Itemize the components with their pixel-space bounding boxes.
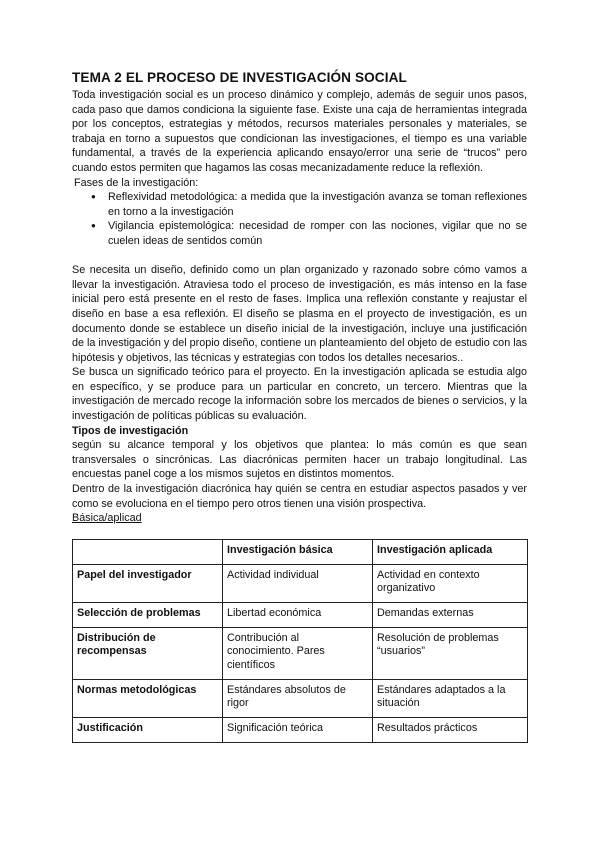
row-label-cell: Selección de problemas — [73, 602, 223, 627]
table-row — [73, 602, 528, 627]
table-cell: Actividad en contexto organizativo — [373, 564, 528, 602]
table-row — [73, 679, 528, 717]
row-label-cell: Distribución de recompensas — [73, 627, 223, 679]
table-cell: Contribución al conocimiento. Pares científicos — [223, 627, 373, 679]
spacer — [72, 249, 527, 264]
fases-list — [72, 190, 527, 248]
table-row — [73, 627, 528, 679]
list-item: ● Vigilancia epistemológica: necesidad de romper con las nociones, vigilar que no se cuelen ideas de sentidos común — [108, 219, 527, 248]
diacronica-paragraph: Dentro de la investigación diacrónica hay quién se centra en estudiar aspectos pasados y ver como se evoluciona en el tiempo pero otros tienen una visión prospectiva. — [72, 483, 527, 510]
table-header-cell: Investigación básica — [223, 539, 373, 564]
row-label-cell: Normas metodológicas — [73, 679, 223, 717]
table-cell: Resolución de problemas “usuarios” — [373, 627, 528, 679]
table-cell: Libertad económica — [223, 602, 373, 627]
table-cell: Demandas externas — [373, 602, 528, 627]
basica-aplicada-label: Básica/aplicad — [72, 512, 142, 525]
table-row — [73, 717, 528, 742]
intro-paragraph: Toda investigación social es un proceso dinámico y complejo, además de seguir unos pasos, cada paso que damos condiciona la siguiente fase. Existe una caja de herramientas integrada por los conceptos, estrategias y métodos, recursos materiales personales y materiales, se trabaja en torno a supuestos que condicionan las investigaciones, el tiempo es una variable fundamental, a través de la experiencia aplicando ensayo/error una serie de “trucos” pero cuando estos permiten que hagamos las cosas mecanizadamente reduce la reflexión. — [72, 89, 527, 174]
row-label-cell: Justificación — [73, 717, 223, 742]
list-item: ● Reflexividad metodológica: a medida que la investigación avanza se toman reflexiones en torno a la investigación — [108, 190, 527, 219]
table-cell: Estándares absolutos de rigor — [223, 679, 373, 717]
table-cell: Estándares adaptados a la situación — [373, 679, 528, 717]
meaning-paragraph: Se busca un significado teórico para el proyecto. En la investigación aplicada se estudia algo en específico, y se produce para un particular en concreto, un tercero. Mientras que la investigación de mercado recoge la información sobre los mercados de bienes o servicios, y la investigación de políticas públicas su evaluación. — [72, 366, 527, 423]
table-header-cell — [73, 539, 223, 564]
table-cell: Resultados prácticos — [373, 717, 528, 742]
table-cell: Significación teórica — [223, 717, 373, 742]
table-cell: Actividad individual — [223, 564, 373, 602]
table-header-row — [73, 539, 528, 564]
tipos-paragraph: según su alcance temporal y los objetivos que plantea: lo más común es que sean transversales o sincrónicas. Las diacrónicas permiten hacer un trabajo longitudinal. Las encuestas panel coge a los mismos sujetos en distintos momentos. — [72, 439, 527, 481]
table-row — [73, 564, 528, 602]
document-page — [72, 70, 527, 743]
comparison-table — [72, 539, 528, 743]
fases-label: Fases de la investigación: — [74, 176, 199, 189]
document-title: TEMA 2 EL PROCESO DE INVESTIGACIÓN SOCIAL — [72, 70, 407, 85]
row-label-cell: Papel del investigador — [73, 564, 223, 602]
design-paragraph: Se necesita un diseño, definido como un plan organizado y razonado sobre cómo vamos a llevar la investigación. Atraviesa todo el proceso de investigación, es más intenso en la fase inicial pero está presente en el resto de fases. Implica una reflexión constante y reajustar el diseño en base a esa reflexión. El diseño se plasma en el proyecto de investigación, es un documento donde se establece un diseño inicial de la investigación, incluye una justificación de la investigación y del propio diseño, contiene un planteamiento del objeto de estudio con las hipótesis y objetivos, las técnicas y estrategias con todos los detalles necesarios.. — [72, 264, 527, 364]
tipos-heading: Tipos de investigación — [72, 424, 189, 437]
table-header-cell: Investigación aplicada — [373, 539, 528, 564]
